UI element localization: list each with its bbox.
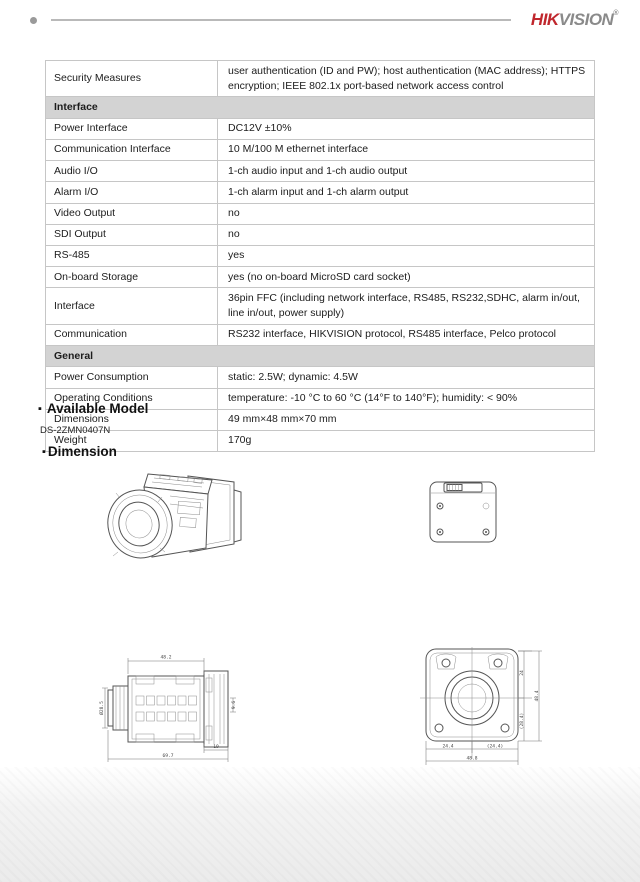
front-dim-bottom-mid: (24.4) [486,744,504,750]
spec-value-cell: 36pin FFC (including network interface, RS485, RS232,SDHC, alarm in/out, line in/out, power supply) [218,288,595,324]
spec-value-cell: temperature: -10 °C to 60 °C (14°F to 140°F); humidity: < 90% [218,388,595,409]
spec-value-cell: 49 mm×48 mm×70 mm [218,409,595,430]
spec-label-cell: Power Consumption [46,367,218,388]
spec-row [46,245,595,266]
model-number: DS-2ZMN0407N [40,425,111,436]
logo-hik-text: HIK [530,10,559,29]
side-dim-left: Ø28.5 [100,701,105,715]
available-model-title: Available Model [46,401,149,416]
side-dim-bottom-small: 19 [213,745,219,750]
spec-value-cell: 1-ch audio input and 1-ch audio output [218,161,595,182]
header-bullet-dot [30,17,37,24]
spec-section-label: Interface [46,97,595,118]
front-dim-right-inner: 24 [520,670,525,676]
side-view-illustration [98,638,240,766]
side-dim-right: 9.6 [232,700,237,710]
spec-label-cell: Weight [46,430,218,451]
spec-label-cell: Dimensions [46,409,218,430]
heading-bullet-icon: ▪ [42,445,46,458]
heading-bullet-icon: ▪ [38,402,42,415]
header-rule [51,19,511,21]
camera-3d-illustration [100,460,250,570]
spec-value-cell: 170g [218,430,595,451]
spec-label-cell: Operating Conditions [46,388,218,409]
spec-section-row [46,346,595,367]
front-dim-bottom-total: 48.8 [466,756,478,762]
front-dim-right-mid: (28.4) [520,712,525,730]
spec-value-cell: DC12V ±10% [218,118,595,139]
spec-table [45,60,595,452]
page-header [30,8,618,32]
logo-vision-text: VISION [558,10,614,29]
front-dim-right-outer: 48.4 [535,690,540,702]
spec-row [46,324,595,345]
spec-label-cell: Communication Interface [46,139,218,160]
spec-label-cell: RS-485 [46,245,218,266]
spec-value-cell: yes (no on-board MicroSD card socket) [218,267,595,288]
spec-label-cell: Communication [46,324,218,345]
spec-value-cell: static: 2.5W; dynamic: 4.5W [218,367,595,388]
spec-label-cell: Audio I/O [46,161,218,182]
spec-label-cell: On-board Storage [46,267,218,288]
side-view-drawing [98,638,240,766]
spec-row [46,288,595,324]
spec-value-cell: no [218,224,595,245]
hikvision-logo [531,10,618,30]
side-dim-bottom: 69.7 [162,754,174,759]
available-model-heading [38,401,148,416]
spec-row [46,267,595,288]
spec-value-cell: 1-ch alarm input and 1-ch alarm output [218,182,595,203]
spec-row [46,118,595,139]
spec-row [46,182,595,203]
spec-value-cell: yes [218,245,595,266]
camera-back-illustration [424,470,506,552]
front-view-illustration [420,643,548,771]
spec-label-cell: Security Measures [46,61,218,97]
logo-trademark: ® [613,10,618,17]
spec-value-cell: user authentication (ID and PW); host authentication (MAC address); HTTPS encryption; IEEE 802.1x port-based network access control [218,61,595,97]
spec-row [46,367,595,388]
spec-row [46,161,595,182]
spec-label-cell: SDI Output [46,224,218,245]
side-dim-top: 48.2 [160,655,172,661]
spec-row [46,139,595,160]
spec-row [46,61,595,97]
camera-back-drawing [424,470,506,552]
camera-3d-drawing [100,460,250,570]
spec-value-cell: RS232 interface, HIKVISION protocol, RS485 interface, Pelco protocol [218,324,595,345]
page-bottom-texture [0,767,640,882]
front-view-drawing [420,643,548,771]
dimension-heading [42,444,117,459]
spec-label-cell: Power Interface [46,118,218,139]
spec-row [46,224,595,245]
spec-value-cell: 10 M/100 M ethernet interface [218,139,595,160]
spec-section-label: General [46,346,595,367]
spec-label-cell: Alarm I/O [46,182,218,203]
dimension-title: Dimension [47,444,117,459]
spec-table-body [46,61,595,452]
spec-value-cell: no [218,203,595,224]
spec-section-row [46,97,595,118]
spec-label-cell: Interface [46,288,218,324]
spec-label-cell: Video Output [46,203,218,224]
spec-row [46,203,595,224]
spec-row [46,430,595,451]
front-dim-bottom-left: 24.4 [442,744,454,750]
